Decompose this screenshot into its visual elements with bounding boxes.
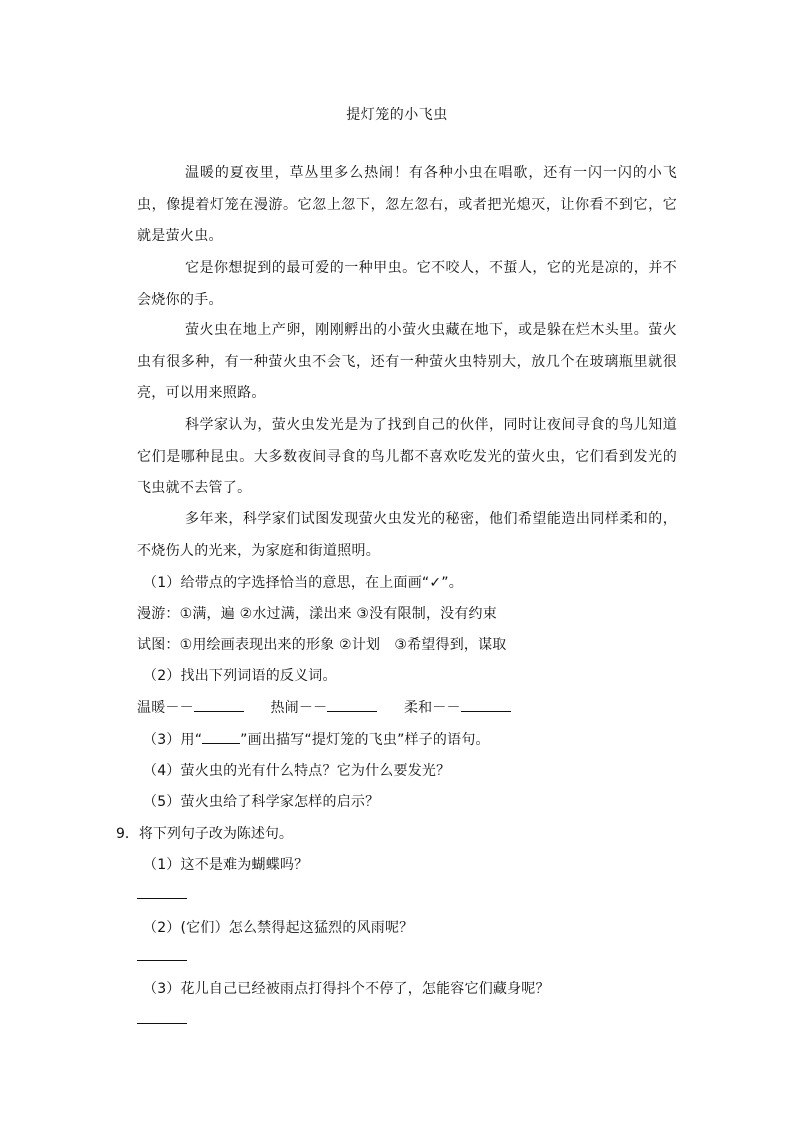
paragraph-4: 科学家认为，萤火虫发光是为了找到自己的伙伴，同时让夜间寻食的鸟儿知道它们是哪种昆虫。大多数夜间寻食的鸟儿都不喜欢吃发光的萤火虫，它们看到发光的飞虫就不去管了。 (137, 417, 677, 496)
answer-blank-1[interactable] (194, 697, 244, 712)
section-9-heading (116, 823, 293, 843)
question-2-antonyms (137, 697, 511, 717)
paragraph-1: 温暖的夏夜里，草丛里多么热闹！有各种小虫在唱歌，还有一闪一闪的小飞虫，像提着灯笼在漫游。它忽上忽下，忽左忽右，或者把光熄灭，让你看不到它，它就是萤火虫。 (137, 165, 677, 244)
question-1-prompt: （1）给带点的字选择恰当的意思，在上面画“✓”。 (143, 575, 463, 591)
question-5: （5）萤火虫给了科学家怎样的启示？ (143, 794, 380, 810)
section-9-item-2: （2）(它们）怎么禁得起这猛烈的风雨呢？ (143, 920, 414, 936)
paragraph-5: 多年来，科学家们试图发现萤火虫发光的秘密，他们希望能造出同样柔和的，不烧伤人的光来，为家庭和街道照明。 (137, 511, 677, 559)
question-3-text-a: （3）用“ (143, 732, 203, 748)
section-9-title: 将下列句子改为陈述句。 (138, 826, 293, 842)
question-1-manyou: 漫游：①满，遍 ②水过满，漾出来 ③没有限制，没有约束 (137, 606, 497, 622)
question-1-shitu: 试图：①用绘画表现出来的形象 ②计划 ③希望得到，谋取 (137, 637, 507, 653)
answer-line-1[interactable] (137, 897, 187, 899)
section-9-item-1: （1）这不是难为蝴蝶吗？ (143, 857, 309, 873)
answer-blank-3[interactable] (461, 697, 511, 712)
question-3-text-b: ”画出描写“提灯笼的飞虫”样子的语句。 (240, 732, 490, 748)
passage-title: 提灯笼的小飞虫 (346, 107, 448, 123)
section-9-item-3: （3）花儿自己已经被雨点打得抖个不停了，怎能容它们藏身呢？ (143, 981, 550, 997)
answer-line-3[interactable] (137, 1022, 187, 1024)
question-4: （4）萤火虫的光有什么特点？它为什么要发光？ (143, 763, 451, 779)
antonym-word-3: 柔和－－ (403, 700, 461, 716)
antonym-word-1: 温暖－－ (137, 700, 194, 716)
answer-line-2[interactable] (137, 959, 187, 961)
question-2-prompt: （2）找出下列词语的反义词。 (143, 668, 337, 684)
section-9-number: 9． (116, 826, 139, 842)
answer-blank-2[interactable] (327, 697, 377, 712)
underline-sample (202, 729, 240, 744)
paragraph-2: 它是你想捉到的最可爱的一种甲虫。它不咬人，不蜇人，它的光是凉的，并不会烧你的手。 (137, 260, 677, 308)
antonym-word-2: 热闹－－ (270, 700, 328, 716)
paragraph-3: 萤火虫在地上产卵，刚刚孵出的小萤火虫藏在地下，或是躲在烂木头里。萤火虫有很多种，有一种萤火虫不会飞，还有一种萤火虫特别大，放几个在玻璃瓶里就很亮，可以用来照路。 (137, 322, 677, 401)
question-3-prompt (143, 729, 490, 749)
